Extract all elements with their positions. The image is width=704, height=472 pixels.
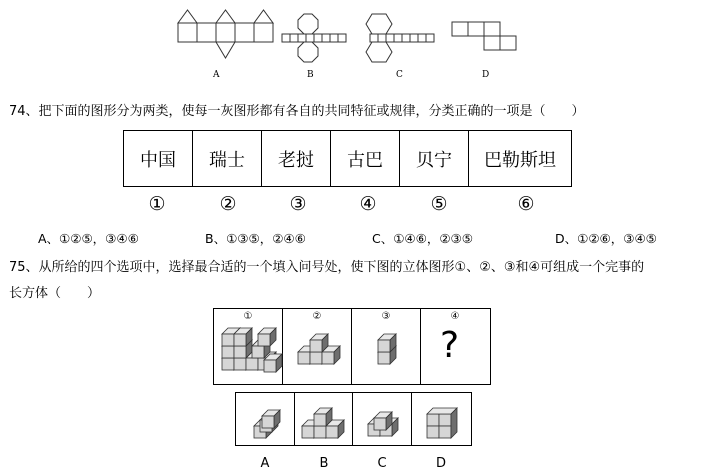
net-label-c: C	[396, 70, 403, 80]
solid-figure-3	[378, 334, 396, 364]
answer-label-d[interactable]: D	[435, 456, 446, 471]
answer-label-c[interactable]: C	[377, 456, 387, 471]
q74-option-c[interactable]: C、①④⑥，②③⑤	[372, 231, 473, 246]
solid-figure-1	[222, 328, 282, 372]
circle-label-5: ⑤	[430, 193, 448, 215]
q74-option-d[interactable]: D、①②⑥，③④⑤	[555, 231, 657, 246]
q74-option-b[interactable]: B、①③⑤，②④⑥	[205, 231, 306, 246]
net-label-b: B	[307, 70, 314, 80]
solid-figure-2	[298, 334, 340, 364]
panel-label-1: ①	[243, 311, 253, 322]
name-cell-5: 贝宁	[400, 131, 469, 187]
circle-label-2: ②	[219, 193, 237, 215]
net-label-d: D	[482, 70, 490, 80]
answer-label-a[interactable]: A	[260, 456, 270, 471]
answer-options-panel	[235, 392, 472, 446]
circle-label-3: ③	[289, 193, 307, 215]
q75-line-2: 长方体（ ）	[9, 286, 101, 301]
name-cell-3: 老挝	[262, 131, 331, 187]
circle-label-1: ①	[148, 193, 166, 215]
name-cell-6: 巴勒斯坦	[469, 131, 572, 187]
panel-label-3: ③	[381, 311, 391, 322]
name-cell-4: 古巴	[331, 131, 400, 187]
name-cell-2: 瑞士	[193, 131, 262, 187]
q74-option-a[interactable]: A、①②⑤，③④⑥	[38, 231, 139, 246]
question-mark: ?	[440, 325, 460, 366]
circle-label-4: ④	[359, 193, 377, 215]
q75-line-1: 75、从所给的四个选项中，选择最合适的一个填入问号处，使下图的立体图形①、②、③和④可组成一个完事的	[9, 260, 645, 275]
answer-label-b[interactable]: B	[319, 456, 329, 471]
panel-label-4: ④	[450, 311, 460, 322]
panel-label-2: ②	[312, 311, 322, 322]
name-cell-1: 中国	[124, 131, 193, 187]
q74-text: 74、把下面的图形分为两类，使每一灰图形都有各自的共同特征或规律，分类正确的一项是（ ）	[9, 104, 585, 119]
circle-label-6: ⑥	[517, 193, 535, 215]
net-label-a: A	[213, 70, 220, 80]
